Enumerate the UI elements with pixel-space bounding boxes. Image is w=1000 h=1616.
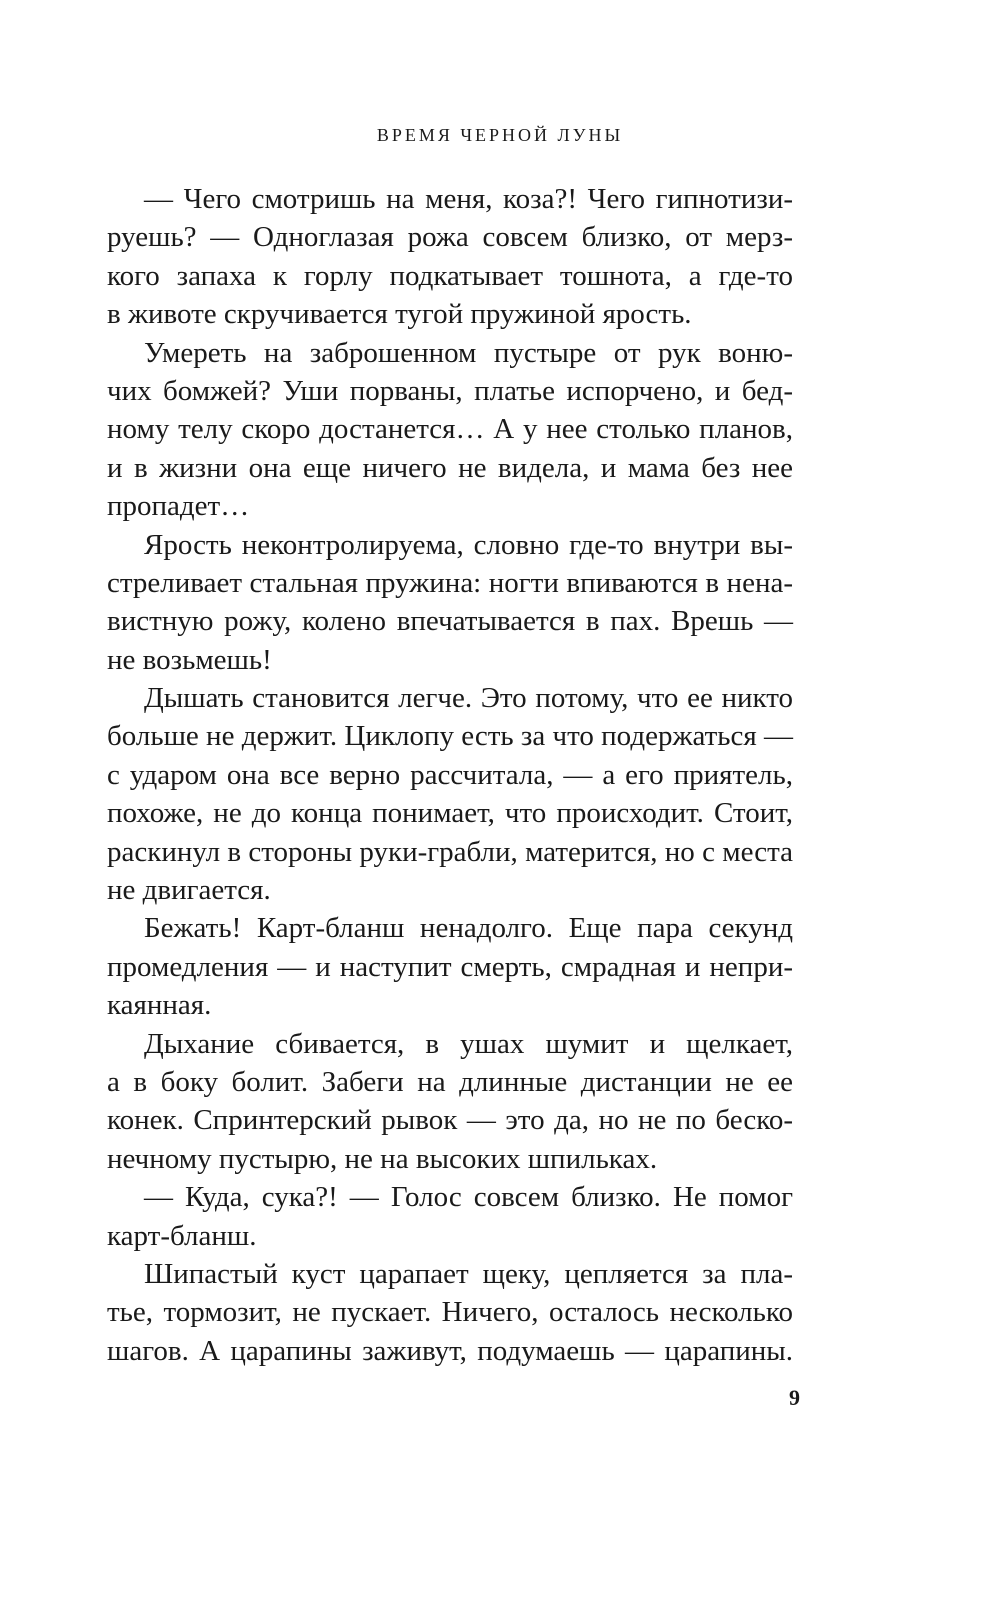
text-line: Умереть на заброшенном пустыре от рук воню-	[144, 336, 793, 369]
text-line: Бежать! Карт-бланш ненадолго. Еще пара секунд	[144, 912, 793, 945]
running-header: ВРЕМЯ ЧЕРНОЙ ЛУНЫ	[376, 125, 624, 145]
text-line: раскинул в стороны руки-грабли, матерится, но с места	[107, 835, 793, 868]
text-line: не возьмешь!	[107, 643, 272, 676]
text-line: чих бомжей? Уши порваны, платье испорчено, и бед-	[107, 374, 793, 407]
text-line: карт-бланш.	[107, 1219, 257, 1252]
text-line: пропадет…	[107, 490, 250, 523]
text-line: и в жизни она еще ничего не видела, и мама без нее	[107, 451, 793, 484]
text-line: Дыхание сбивается, в ушах шумит и щелкает,	[144, 1027, 793, 1060]
text-line: — Чего смотришь на меня, коза?! Чего гипнотизи-	[144, 183, 793, 215]
text-line: а в боку болит. Забеги на длинные дистанции не ее	[107, 1065, 793, 1098]
text-line: шагов. А царапины заживут, подумаешь — царапины.	[107, 1334, 793, 1367]
text-line: вистную рожу, колено впечатывается в пах. Врешь —	[107, 605, 793, 638]
text-line: похоже, не до конца понимает, что происходит. Стоит,	[107, 797, 793, 830]
text-line: нечному пустырю, не на высоких шпильках.	[107, 1142, 658, 1175]
page-number: 9	[789, 1385, 800, 1410]
text-line: каянная.	[107, 989, 212, 1022]
body-text	[107, 180, 793, 1370]
text-line: промедления — и наступит смерть, смрадная и непри-	[107, 950, 793, 983]
text-line: с ударом она все верно рассчитала, — а его приятель,	[107, 758, 793, 791]
text-line: Ярость неконтролируема, словно где-то внутри вы-	[144, 528, 793, 561]
text-line: руешь? — Одноглазая рожа совсем близко, от мерз-	[107, 221, 793, 254]
text-line: в животе скручивается тугой пружиной ярость.	[107, 298, 692, 331]
text-line: тье, тормозит, не пускает. Ничего, осталось несколько	[107, 1296, 793, 1329]
text-line: — Куда, сука?! — Голос совсем близко. Не помог	[144, 1181, 793, 1214]
text-line: ному телу скоро достанется… А у нее столько планов,	[107, 413, 793, 446]
text-line: Дышать становится легче. Это потому, что ее никто	[144, 682, 793, 715]
text-line: не двигается.	[107, 874, 271, 907]
text-line: больше не держит. Циклопу есть за что подержаться —	[107, 720, 793, 753]
text-line: конек. Спринтерский рывок — это да, но не по беско-	[107, 1104, 793, 1137]
text-line: Шипастый куст царапает щеку, цепляется за пла-	[144, 1257, 793, 1290]
text-line: стреливает стальная пружина: ногти впиваются в нена-	[107, 566, 793, 599]
text-line: кого запаха к горлу подкатывает тошнота, а где-то	[107, 259, 793, 292]
